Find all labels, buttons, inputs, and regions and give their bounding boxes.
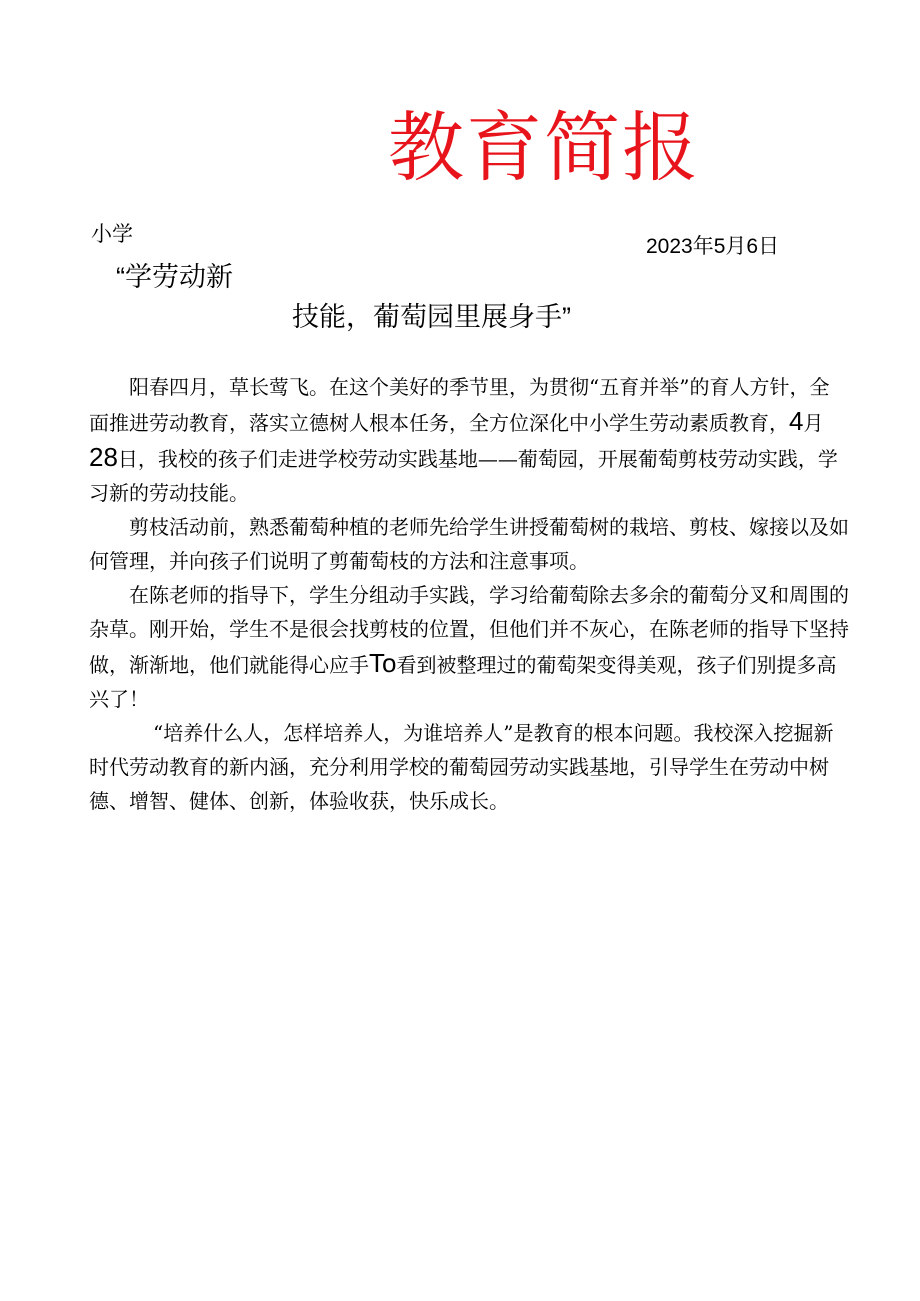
paragraph-3-text-a: 在陈老师的指导下，学生分组动手实践，学习给葡萄除去多余的葡萄分叉和周围的杂草。刚开始，学生不是很会找剪枝的位置，但他们并不灰心，在陈老师的指导下坚持做，渐渐地，他们就能得心应手 — [89, 583, 849, 677]
paragraph-4: “培养什么人，怎样培养人，为谁培养人”是教育的根本问题。我校深入挖掘新时代劳动教育的新内涵，充分利用学校的葡萄园劳动实践基地，引导学生在劳动中树德、增智、健体、创新，体验收获，快乐成长。 — [89, 721, 834, 813]
paragraph-1-text-e: 日，我校的孩子们走进学校劳动实践基地——葡萄园，开展葡萄剪枝劳动实践，学习新的劳动技能。 — [89, 447, 838, 505]
masthead-title: 教育简报 — [388, 103, 700, 192]
issue-date: 2023年5月6日 — [646, 235, 780, 258]
paragraph-2: 剪枝活动前，熟悉葡萄种植的老师先给学生讲授葡萄树的栽培、剪枝、嫁接以及如何管理，并向孩子们说明了剪葡萄枝的方法和注意事项。 — [89, 515, 849, 573]
article-title-line-2: 技能，葡萄园里展身手” — [292, 302, 571, 332]
stray-to-text: To — [369, 648, 397, 678]
paragraph-1 — [89, 370, 849, 510]
day-number: 28 — [89, 442, 118, 472]
paragraph-3-text-c: 看到被整理过的葡萄架变得美观，孩子们别提多高兴了！ — [89, 653, 837, 711]
article-title-line-1: “学劳动新 — [116, 262, 233, 292]
article-body — [89, 370, 849, 818]
paragraph-3 — [89, 578, 849, 716]
paragraph-1-text-a: 阳春四月，草长莺飞。在这个美好的季节里，为贯彻“五育并举”的育人方针，全面推进劳动教育，落实立德树人根本任务，全方位深化中小学生劳动素质教育， — [89, 375, 830, 435]
month-number: 4 — [789, 406, 804, 436]
month-char: 月 — [803, 411, 824, 435]
school-name: 小学 — [91, 222, 133, 246]
